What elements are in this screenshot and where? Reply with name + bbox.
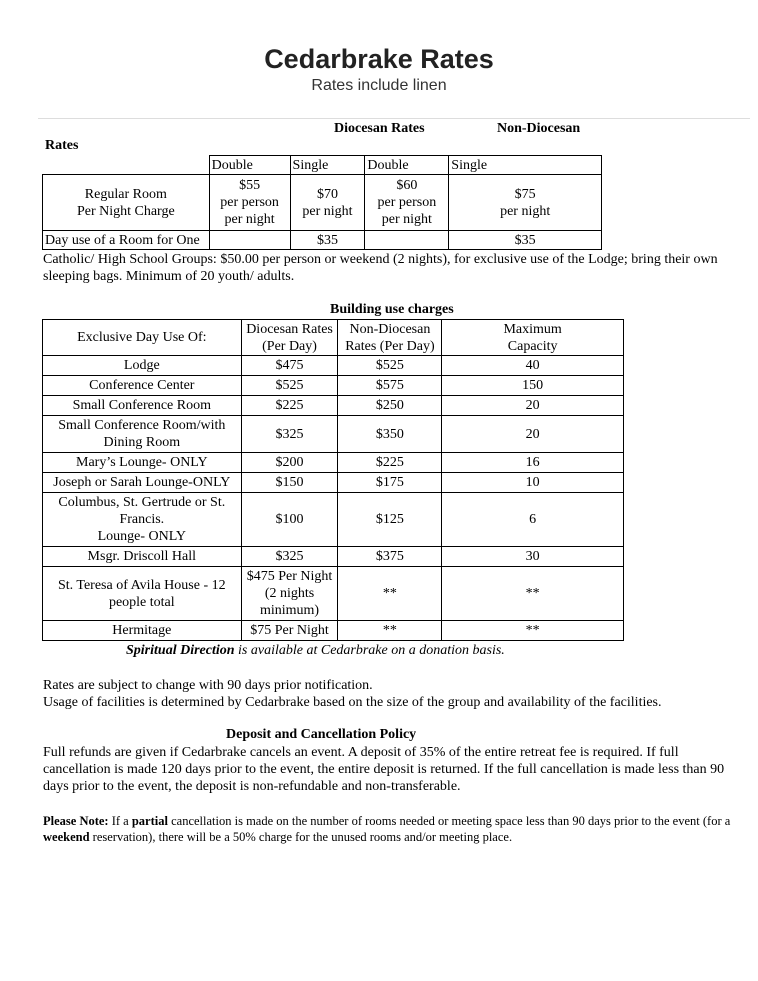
please-note-partial: partial: [131, 814, 168, 828]
cell-line: Small Conference Room/with: [58, 418, 226, 433]
cell-line: Columbus, St. Gertrude or St.: [58, 495, 226, 510]
rates-corner-cell: [43, 156, 210, 175]
policy-body: Full refunds are given if Cedarbrake cancels an event. A deposit of 35% of the entire retreat fee is required. If full cancellation is made 120 days prior to the event, the entire deposit is returned. If the full cancellation is made less than 90 days prior to the event, the deposit is non-refundable and non-transferable.: [43, 745, 725, 794]
cell-line: $60: [396, 178, 418, 193]
non-diocesan-rate: $125: [338, 493, 442, 547]
diocesan-rate: [241, 567, 338, 621]
cell-line: $75: [514, 186, 536, 202]
facility-name: [43, 493, 242, 547]
usage-note: Usage of facilities is determined by Cedarbrake based on the size of the group and availability of the facilities.: [43, 695, 662, 710]
cell-line: per person: [220, 195, 279, 210]
building-row: [43, 473, 624, 493]
cell-line: $325: [275, 549, 304, 564]
regular-room-non-diocesan-single: [449, 175, 602, 231]
non-diocesan-rate: **: [338, 567, 442, 621]
building-row: [43, 547, 624, 567]
cell-line: $475 Per Night: [246, 569, 333, 584]
maximum-capacity: 40: [442, 356, 624, 376]
facility-name: [43, 453, 242, 473]
diocesan-rate: [241, 356, 338, 376]
cell-line: Maximum: [503, 321, 562, 337]
cell-line: Rates (Per Day): [345, 338, 435, 354]
non-diocesan-rate: **: [338, 621, 442, 641]
building-row: [43, 621, 624, 641]
non-diocesan-rate: $375: [338, 547, 442, 567]
please-note-text: If a: [108, 814, 132, 828]
non-diocesan-rate: $350: [338, 416, 442, 453]
day-use-row: [43, 231, 602, 250]
rates-subheader: Single: [290, 156, 365, 175]
cell-line: people total: [108, 594, 175, 610]
policy-title: Deposit and Cancellation Policy: [226, 727, 417, 742]
building-row: [43, 453, 624, 473]
cell-line: St. Teresa of Avila House - 12: [57, 577, 226, 593]
please-note-weekend: weekend: [43, 830, 90, 844]
diocesan-rate: [241, 376, 338, 396]
cell-line: $475: [275, 358, 304, 373]
rates-subheader-row: [43, 156, 602, 175]
facility-name: [43, 416, 242, 453]
building-row: [43, 376, 624, 396]
facility-name: [43, 396, 242, 416]
header-diocesan-rates: [241, 320, 338, 356]
spiritual-direction-bold: Spiritual Direction: [126, 643, 235, 658]
header-exclusive-use: Exclusive Day Use Of:: [43, 320, 242, 356]
building-use-table: [42, 319, 624, 641]
cell-line: $55: [239, 178, 261, 193]
cell-line: $70: [316, 186, 338, 202]
spiritual-direction-note: [126, 642, 505, 659]
non-diocesan-heading: Non-Diocesan: [497, 121, 581, 136]
divider: [38, 118, 750, 119]
maximum-capacity: **: [442, 621, 624, 641]
cell-line: Regular Room: [84, 186, 167, 202]
day-use-non-diocesan-double: [365, 231, 449, 250]
diocesan-rate: [241, 453, 338, 473]
header-maximum-capacity: [442, 320, 624, 356]
header-non-diocesan-rates: [338, 320, 442, 356]
day-use-diocesan-single: $35: [290, 231, 365, 250]
regular-room-diocesan-single: [290, 175, 365, 231]
cell-line: $225: [275, 398, 304, 413]
building-header-row: [43, 320, 624, 356]
diocesan-rates-heading: Diocesan Rates: [334, 121, 425, 136]
regular-room-diocesan-double: [209, 175, 290, 231]
rates-table: [42, 155, 602, 250]
non-diocesan-rate: $175: [338, 473, 442, 493]
maximum-capacity: 10: [442, 473, 624, 493]
cell-line: Mary’s Lounge- ONLY: [76, 455, 208, 470]
facility-name: [43, 356, 242, 376]
facility-name: [43, 621, 242, 641]
cell-line: Conference Center: [89, 378, 195, 393]
cell-line: Per Night Charge: [76, 203, 175, 219]
maximum-capacity: 20: [442, 416, 624, 453]
rates-subheader: Single: [449, 156, 602, 175]
cell-line: Lounge- ONLY: [97, 529, 186, 544]
maximum-capacity: 6: [442, 493, 624, 547]
cell-line: Dining Room: [103, 435, 181, 450]
cell-line: per person: [377, 195, 437, 210]
building-row: [43, 396, 624, 416]
maximum-capacity: 20: [442, 396, 624, 416]
non-diocesan-rate: $250: [338, 396, 442, 416]
non-diocesan-rate: $525: [338, 356, 442, 376]
facility-name: [43, 547, 242, 567]
day-use-diocesan-double: [209, 231, 290, 250]
cell-line: per night: [302, 203, 353, 219]
cell-line: Hermitage: [112, 623, 172, 638]
non-diocesan-rate: $225: [338, 453, 442, 473]
catholic-groups-note: Catholic/ High School Groups: $50.00 per person or weekend (2 nights), for exclusive use of the Lodge; bring their own sleeping bags. Minimum of 20 youth/ adults.: [43, 252, 718, 284]
cell-line: $150: [275, 475, 304, 490]
day-use-non-diocesan-single: $35: [449, 231, 602, 250]
cell-line: Lodge: [123, 358, 160, 373]
maximum-capacity: 150: [442, 376, 624, 396]
diocesan-rate: [241, 416, 338, 453]
diocesan-rate: [241, 473, 338, 493]
cell-line: Francis.: [119, 512, 165, 527]
facility-name: [43, 376, 242, 396]
regular-room-non-diocesan-double: [365, 175, 449, 231]
please-note-text: cancellation is made on the number of rooms needed or meeting space less than 90 days prior to the event (for a: [167, 814, 731, 828]
page-title: Cedarbrake Rates: [264, 44, 494, 74]
building-row: [43, 567, 624, 621]
diocesan-rate: [241, 547, 338, 567]
building-row: [43, 416, 624, 453]
cell-line: $75 Per Night: [250, 623, 329, 638]
rates-change-note: Rates are subject to change with 90 days prior notification.: [43, 678, 373, 693]
cell-line: per night: [224, 212, 275, 227]
rates-subheader: Double: [365, 156, 449, 175]
cell-line: per night: [381, 212, 432, 227]
cell-line: minimum): [259, 603, 320, 618]
regular-room-label: [43, 175, 210, 231]
cell-line: per night: [500, 203, 551, 219]
facility-name: [43, 567, 242, 621]
regular-room-row: [43, 175, 602, 231]
non-diocesan-rate: $575: [338, 376, 442, 396]
day-use-label: Day use of a Room for One: [43, 231, 210, 250]
cell-line: (Per Day): [262, 338, 317, 354]
cell-line: $525: [275, 378, 304, 393]
spiritual-direction-text: is available at Cedarbrake on a donation basis.: [234, 643, 505, 658]
cell-line: Msgr. Driscoll Hall: [87, 549, 197, 564]
rates-subheader: Double: [209, 156, 290, 175]
please-note-label: Please Note:: [43, 814, 109, 828]
building-row: [43, 493, 624, 547]
cell-line: $325: [275, 426, 304, 442]
facility-name: [43, 473, 242, 493]
please-note-text: reservation), there will be a 50% charge for the unused rooms and/or meeting place.: [89, 830, 513, 844]
diocesan-rate: [241, 396, 338, 416]
building-rows: [43, 356, 624, 641]
cell-line: $100: [275, 512, 304, 527]
building-row: [43, 356, 624, 376]
page-subtitle: Rates include linen: [311, 77, 447, 94]
please-note: [43, 813, 743, 845]
maximum-capacity: 16: [442, 453, 624, 473]
cell-line: (2 nights: [264, 586, 315, 601]
cell-line: Non-Diocesan: [349, 321, 431, 337]
maximum-capacity: 30: [442, 547, 624, 567]
diocesan-rate: [241, 493, 338, 547]
diocesan-rate: [241, 621, 338, 641]
maximum-capacity: **: [442, 567, 624, 621]
cell-line: Diocesan Rates: [246, 321, 333, 337]
building-use-title: Building use charges: [330, 302, 454, 317]
rates-section-label: Rates: [45, 138, 79, 153]
cell-line: Capacity: [507, 338, 558, 354]
cell-line: Small Conference Room: [72, 398, 211, 413]
cell-line: Joseph or Sarah Lounge-ONLY: [53, 475, 231, 490]
cell-line: $200: [275, 455, 304, 470]
